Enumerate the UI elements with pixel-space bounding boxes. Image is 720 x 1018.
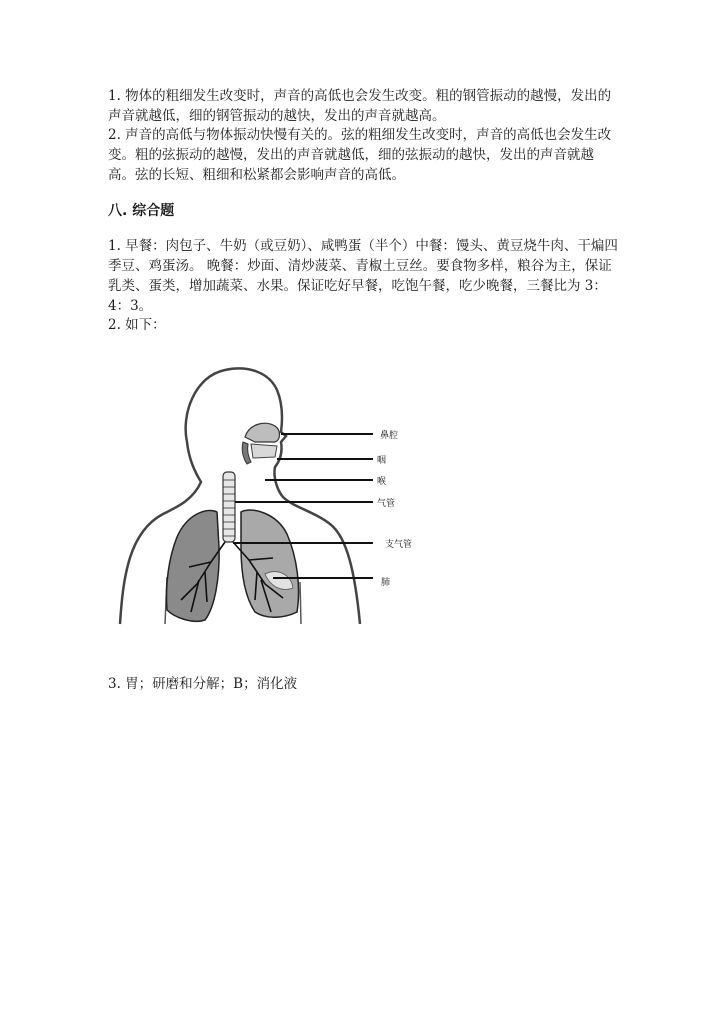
label-larynx: 喉 [377,477,387,487]
respiratory-system-diagram [115,362,425,647]
answer-8-1: 1. 早餐：肉包子、牛奶（或豆奶）、咸鸭蛋（半个）中餐：馒头、黄豆烧牛肉、干煸四季豆、鸡蛋汤。 晚餐：炒面、清炒菠菜、青椒土豆丝。要食物多样，粮谷为主，保证乳类、蛋类，增加蔬菜、水果。保证吃好早餐，吃饱午餐，吃少晚餐，三餐比为 3：4：3。 [108,238,618,314]
trachea [223,472,235,542]
body-outline [120,368,360,624]
answer-7-1: 1. 物体的粗细发生改变时，声音的高低也会发生改变。粗的钢管振动的越慢，发出的声音就越低，细的钢管振动的越快，发出的声音就越高。 [108,88,612,124]
answer-8-2: 2. 如下： [108,317,166,333]
answer-8-3: 3. 胃；研磨和分解；B；消化液 [108,676,298,692]
label-lung: 肺 [381,578,391,588]
label-trachea: 气管 [377,499,396,509]
label-bronchus: 支气管 [385,540,413,550]
right-lung [241,510,299,617]
nasal-cavity [245,423,280,442]
section-heading: 八. 综合题 [108,203,175,219]
label-pharynx: 咽 [377,456,387,466]
respiratory-illustration [115,362,425,647]
label-nasal-cavity: 鼻腔 [380,431,399,441]
answer-7-2: 2. 声音的高低与物体振动快慢有关的。弦的粗细发生改变时，声音的高低也会发生改变。粗的弦振动的越慢，发出的声音就越低，细的弦振动的越快，发出的声音就越高。弦的长短、粗细和松紧都会影响声音的高低。 [108,127,612,183]
